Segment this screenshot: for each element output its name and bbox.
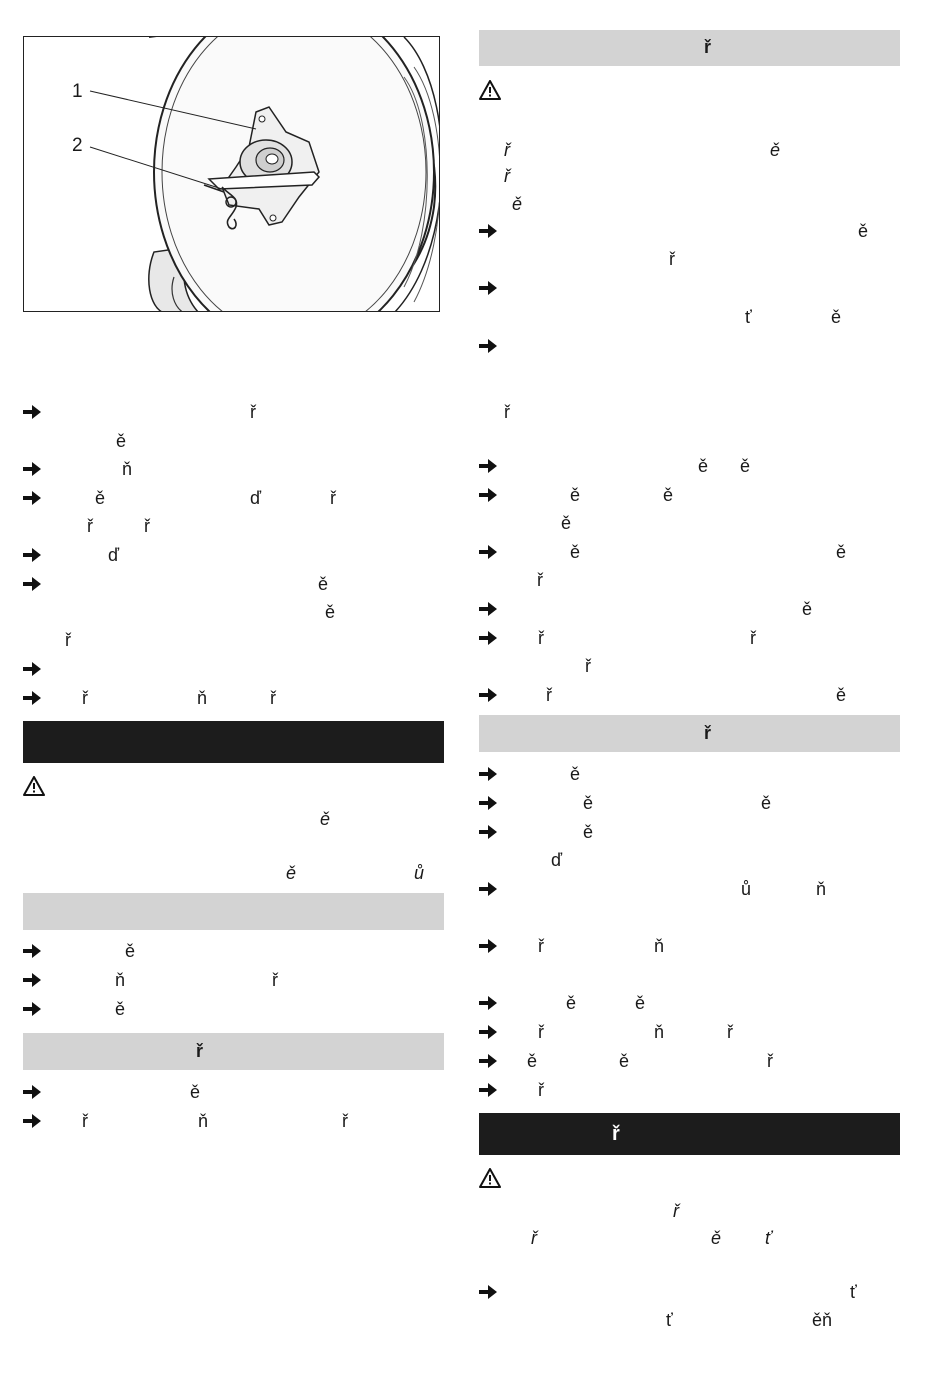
glyph: ř [65, 630, 71, 650]
section-heading-black: ř [479, 1113, 900, 1155]
glyph: ř [538, 1080, 544, 1100]
glyph: ř [270, 688, 276, 708]
arrow-right-icon [479, 459, 497, 473]
glyph: ě [619, 1051, 630, 1071]
glyph: ě [831, 307, 842, 327]
arrow-right-icon [479, 1025, 497, 1039]
arrow-right-icon [479, 1285, 497, 1299]
section-heading-grey: ř [23, 1033, 444, 1070]
glyph: ě [95, 488, 106, 508]
glyph: ď [108, 545, 120, 565]
glyph: ě [116, 431, 127, 451]
glyph: ř [538, 628, 544, 648]
glyph: ř [250, 402, 256, 422]
glyph: ě [570, 764, 581, 784]
arrow-right-icon [23, 1085, 41, 1099]
arrow-right-icon [479, 796, 497, 810]
glyph: ě [190, 1082, 201, 1102]
callout-2: 2 [72, 135, 83, 156]
glyph: ě [318, 574, 329, 594]
glyph: ť [666, 1310, 673, 1330]
glyph: ě [512, 194, 523, 214]
section-heading-black [23, 721, 444, 763]
section-heading-grey: ř [479, 715, 900, 752]
arrow-right-icon [479, 882, 497, 896]
glyph: ř [504, 402, 510, 422]
glyph: ě [561, 513, 572, 533]
glyph: ň [654, 936, 665, 956]
arrow-right-icon [479, 1054, 497, 1068]
glyph: ť [850, 1282, 857, 1302]
glyph: ě [566, 993, 577, 1013]
glyph: ř [538, 1022, 544, 1042]
glyph: ě [115, 999, 126, 1019]
glyph: ř [504, 166, 510, 186]
arrow-right-icon [479, 996, 497, 1010]
warning-triangle-icon [479, 1168, 501, 1188]
glyph: ř [537, 570, 543, 590]
glyph: ěň [812, 1310, 833, 1330]
section-heading-grey [23, 893, 444, 930]
glyph: ř [504, 140, 510, 160]
arrow-right-icon [479, 488, 497, 502]
arrow-right-icon [23, 662, 41, 676]
glyph: ě [320, 809, 331, 829]
glyph: ř [82, 688, 88, 708]
arrow-right-icon [479, 1083, 497, 1097]
arrow-right-icon [479, 224, 497, 238]
arrow-right-icon [23, 691, 41, 705]
glyph: ř [531, 1228, 537, 1248]
glyph: ě [698, 456, 709, 476]
arrow-right-icon [479, 688, 497, 702]
arrow-right-icon [23, 577, 41, 591]
glyph: ř [330, 488, 336, 508]
glyph: ě [663, 485, 674, 505]
glyph: ě [711, 1228, 722, 1248]
glyph: ě [858, 221, 869, 241]
arrow-right-icon [479, 545, 497, 559]
glyph: ů [741, 879, 752, 899]
hose-reel-drawing [24, 37, 440, 312]
glyph: ě [802, 599, 813, 619]
glyph: ř [538, 936, 544, 956]
glyph: ť [745, 307, 752, 327]
glyph: ě [125, 941, 136, 961]
callout-1: 1 [72, 81, 83, 102]
arrow-right-icon [23, 548, 41, 562]
arrow-right-icon [23, 973, 41, 987]
glyph: ď [551, 850, 563, 870]
warning-triangle-icon [23, 776, 45, 796]
arrow-right-icon [23, 405, 41, 419]
glyph: ě [583, 822, 594, 842]
arrow-right-icon [479, 825, 497, 839]
glyph: ň [816, 879, 827, 899]
warning-triangle-icon [479, 80, 501, 100]
glyph: ř [144, 516, 150, 536]
glyph: ř [272, 970, 278, 990]
glyph: ě [836, 685, 847, 705]
section-heading-grey: ř [479, 30, 900, 66]
arrow-right-icon [23, 944, 41, 958]
glyph: ř [750, 628, 756, 648]
glyph: ě [761, 793, 772, 813]
glyph: ň [115, 970, 126, 990]
glyph: ě [286, 863, 297, 883]
arrow-right-icon [23, 491, 41, 505]
arrow-right-icon [23, 1114, 41, 1128]
glyph: ř [342, 1111, 348, 1131]
arrow-right-icon [479, 767, 497, 781]
arrow-right-icon [23, 1002, 41, 1016]
glyph: ř [546, 685, 552, 705]
glyph: ů [414, 863, 425, 883]
glyph: ě [570, 485, 581, 505]
glyph: ř [87, 516, 93, 536]
glyph: ě [770, 140, 781, 160]
glyph: ě [570, 542, 581, 562]
glyph: ř [727, 1022, 733, 1042]
arrow-right-icon [479, 281, 497, 295]
arrow-right-icon [479, 602, 497, 616]
glyph: ň [197, 688, 208, 708]
glyph: ě [635, 993, 646, 1013]
glyph: ě [325, 602, 336, 622]
glyph: ř [82, 1111, 88, 1131]
glyph: ř [673, 1201, 679, 1221]
glyph: ť [765, 1228, 772, 1248]
glyph: ě [836, 542, 847, 562]
glyph: ř [585, 656, 591, 676]
glyph: ě [583, 793, 594, 813]
glyph: ň [122, 459, 133, 479]
wheel-illustration [23, 36, 440, 312]
glyph: ř [767, 1051, 773, 1071]
glyph: ň [198, 1111, 209, 1131]
glyph: ě [740, 456, 751, 476]
arrow-right-icon [479, 631, 497, 645]
glyph: ň [654, 1022, 665, 1042]
arrow-right-icon [479, 939, 497, 953]
arrow-right-icon [23, 462, 41, 476]
glyph: ř [669, 249, 675, 269]
glyph: ď [250, 488, 262, 508]
glyph: ě [527, 1051, 538, 1071]
arrow-right-icon [479, 339, 497, 353]
